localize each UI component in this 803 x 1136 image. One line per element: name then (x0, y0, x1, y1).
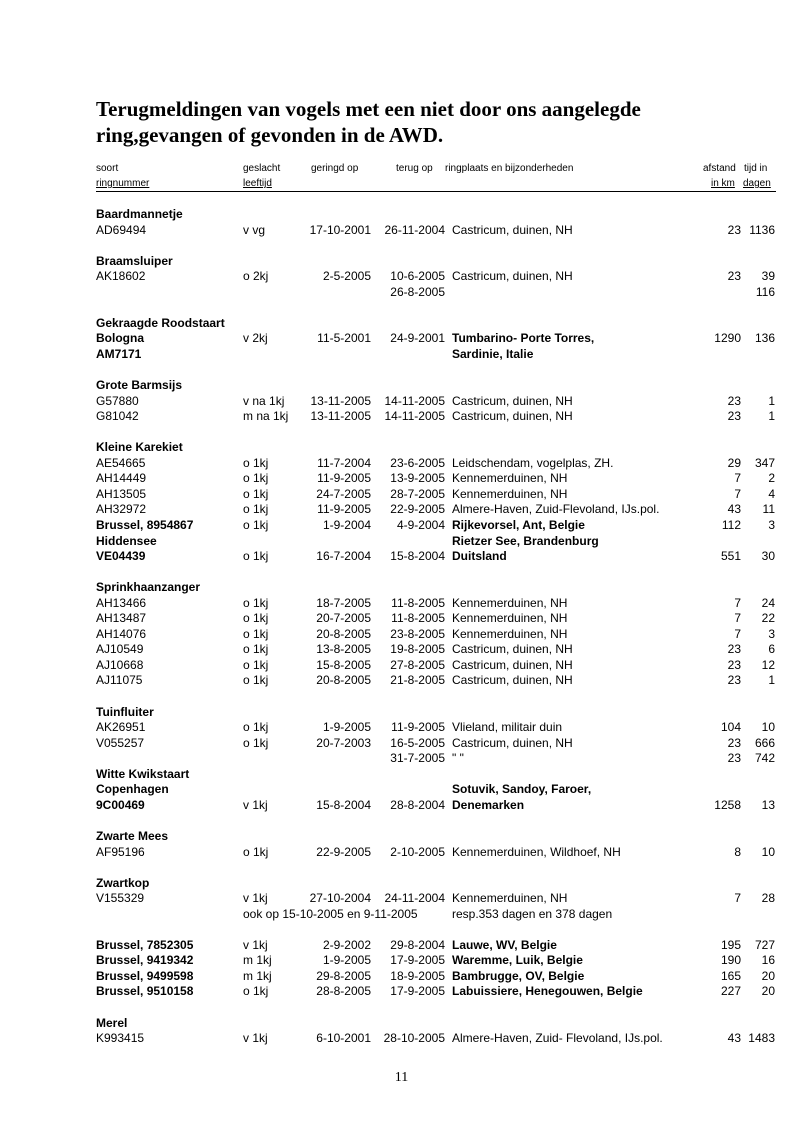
cell-tijd: 13 (761, 798, 775, 812)
cell-geslacht: m na 1kj (243, 409, 289, 423)
cell-geslacht: o 1kj (243, 720, 269, 734)
header-soort: soort (96, 163, 119, 174)
cell-ringplaats: Bambrugge, OV, Belgie (452, 969, 585, 983)
table-row (0, 518, 803, 533)
cell-soort: AM7171 (96, 347, 142, 361)
cell-tijd: 6 (768, 642, 775, 656)
cell-geslacht: v na 1kj (243, 394, 285, 408)
cell-afstand: 8 (734, 845, 741, 859)
table-row (0, 409, 803, 424)
cell-geslacht: o 1kj (243, 471, 269, 485)
cell-terug-op: 17-9-2005 (390, 984, 445, 998)
cell-terug-op: 23-8-2005 (390, 627, 445, 641)
cell-geringd-op: 24-7-2005 (316, 487, 371, 501)
cell-terug-op: 31-7-2005 (390, 751, 445, 765)
cell-geringd-op: 1-9-2004 (322, 518, 371, 532)
cell-soort: AK18602 (96, 269, 146, 283)
cell-soort: Copenhagen (96, 782, 169, 796)
cell-tijd: 16 (761, 953, 775, 967)
cell-soort: Brussel, 9510158 (96, 984, 194, 998)
cell-soort: Sprinkhaanzanger (96, 580, 201, 594)
page-number: 11 (394, 1070, 409, 1085)
cell-afstand: 112 (721, 518, 741, 532)
cell-terug-op: 28-8-2004 (390, 798, 445, 812)
header-dagen: dagen (743, 178, 771, 189)
cell-tijd: 24 (761, 596, 775, 610)
cell-geslacht: v 1kj (243, 938, 268, 952)
cell-ringplaats: Duitsland (452, 549, 507, 563)
page-title: Terugmeldingen van vogels met een niet door ons aangelegde ring,gevangen of gevonden in de AWD. (96, 97, 641, 147)
cell-afstand: 104 (720, 720, 741, 734)
cell-tijd: 4 (768, 487, 775, 501)
cell-terug-op: 24-9-2001 (390, 331, 445, 345)
table-row (0, 440, 803, 455)
header-geringd-op: geringd op (311, 163, 359, 174)
table-row (0, 907, 803, 922)
cell-terug-op: 14-11-2005 (384, 394, 445, 408)
cell-terug-op: 14-11-2005 (384, 409, 445, 423)
cell-soort: AD69494 (96, 223, 147, 237)
table-row (0, 673, 803, 688)
cell-geringd-op: 11-9-2005 (317, 471, 371, 485)
cell-geslacht: v 1kj (243, 798, 268, 812)
cell-ringplaats: " " (452, 751, 464, 765)
table-row (0, 876, 803, 891)
cell-ringplaats: Lauwe, WV, Belgie (452, 938, 557, 952)
cell-tijd: 666 (754, 736, 775, 750)
cell-ringplaats: Labuissiere, Henegouwen, Belgie (452, 984, 643, 998)
table-row (0, 845, 803, 860)
cell-afstand: 29 (727, 456, 741, 470)
cell-ringplaats: Castricum, duinen, NH (452, 642, 573, 656)
cell-geringd-op: 20-7-2005 (316, 611, 371, 625)
cell-afstand: 43 (727, 502, 741, 516)
cell-tijd: 28 (761, 891, 775, 905)
cell-terug-op: 24-11-2004 (384, 891, 445, 905)
cell-soort: Zwartkop (96, 876, 150, 890)
cell-soort: Hiddensee (96, 534, 157, 548)
cell-afstand: 1290 (714, 331, 741, 345)
table-row (0, 331, 803, 346)
cell-geslacht: o 1kj (243, 456, 269, 470)
cell-terug-op: 13-9-2005 (390, 471, 445, 485)
cell-soort: Brussel, 9419342 (96, 953, 194, 967)
cell-soort: VE04439 (96, 549, 146, 563)
cell-soort: G81042 (96, 409, 139, 423)
cell-afstand: 23 (727, 673, 741, 687)
cell-tijd: 1136 (749, 223, 775, 237)
cell-soort: G57880 (96, 394, 139, 408)
table-row (0, 456, 803, 471)
cell-tijd: 3 (768, 627, 775, 641)
cell-afstand: 7 (734, 471, 741, 485)
cell-terug-op: 10-6-2005 (390, 269, 445, 283)
cell-geringd-op: 20-8-2005 (316, 673, 371, 687)
header-tijd-in: tijd in (744, 163, 768, 174)
header-ringnummer: ringnummer (96, 178, 150, 189)
cell-soort: AH13466 (96, 596, 147, 610)
cell-terug-op: 17-9-2005 (390, 953, 445, 967)
cell-geringd-op: 15-8-2005 (316, 658, 371, 672)
cell-soort: AH14449 (96, 471, 147, 485)
table-row (0, 471, 803, 486)
table-row (0, 394, 803, 409)
table-row (0, 782, 803, 797)
table-row (0, 984, 803, 999)
cell-soort: Kleine Karekiet (96, 440, 183, 454)
table-row (0, 285, 803, 300)
cell-geslacht: o 1kj (243, 642, 269, 656)
cell-ringplaats: Kennemerduinen, NH (452, 611, 568, 625)
cell-geslacht: ook op 15-10-2005 en 9-11-2005 (243, 907, 418, 921)
cell-geringd-op: 2-5-2005 (322, 269, 371, 283)
cell-ringplaats: Castricum, duinen, NH (452, 394, 573, 408)
cell-afstand: 23 (727, 658, 741, 672)
cell-soort: AJ10668 (96, 658, 144, 672)
table-row (0, 658, 803, 673)
cell-soort: Witte Kwikstaart (96, 767, 190, 781)
cell-terug-op: 23-6-2005 (390, 456, 445, 470)
cell-terug-op: 18-9-2005 (390, 969, 445, 983)
table-row (0, 378, 803, 393)
table-row (0, 767, 803, 782)
cell-tijd: 22 (761, 611, 775, 625)
cell-terug-op: 22-9-2005 (390, 502, 445, 516)
table-row (0, 891, 803, 906)
table-row (0, 953, 803, 968)
header-ringplaats: ringplaats en bijzonderheden (445, 163, 574, 174)
cell-geslacht: o 1kj (243, 845, 269, 859)
table-row (0, 751, 803, 766)
header-divider (96, 191, 776, 192)
cell-soort: Grote Barmsijs (96, 378, 183, 392)
cell-ringplaats: Castricum, duinen, NH (452, 223, 573, 237)
cell-tijd: 1 (768, 394, 775, 408)
cell-tijd: 11 (762, 502, 775, 516)
cell-afstand: 7 (734, 487, 741, 501)
cell-terug-op: 28-10-2005 (383, 1031, 445, 1045)
cell-terug-op: 28-7-2005 (390, 487, 445, 501)
cell-soort: Braamsluiper (96, 254, 173, 268)
cell-tijd: 2 (768, 471, 775, 485)
table-row (0, 502, 803, 517)
cell-ringplaats: Kennemerduinen, NH (452, 471, 568, 485)
cell-soort: Gekraagde Roodstaart (96, 316, 225, 330)
cell-ringplaats: Kennemerduinen, NH (452, 596, 568, 610)
cell-geringd-op: 20-8-2005 (316, 627, 371, 641)
header-geslacht: geslacht (243, 163, 281, 174)
table-row (0, 223, 803, 238)
table-row (0, 347, 803, 362)
table-row (0, 969, 803, 984)
cell-ringplaats: Rijkevorsel, Ant, Belgie (452, 518, 585, 532)
cell-terug-op: 19-8-2005 (390, 642, 445, 656)
cell-afstand: 23 (727, 736, 741, 750)
cell-soort: Brussel, 7852305 (96, 938, 194, 952)
cell-tijd: 12 (761, 658, 775, 672)
cell-geringd-op: 13-11-2005 (310, 394, 371, 408)
cell-geslacht: o 1kj (243, 984, 269, 998)
cell-terug-op: 2-10-2005 (390, 845, 445, 859)
table-row (0, 642, 803, 657)
cell-soort: AH13505 (96, 487, 147, 501)
cell-terug-op: 4-9-2004 (396, 518, 445, 532)
table-row (0, 1016, 803, 1031)
cell-ringplaats: Kennemerduinen, NH (452, 487, 568, 501)
cell-geslacht: v 1kj (243, 891, 268, 905)
cell-tijd: 1 (768, 409, 775, 423)
cell-geslacht: m 1kj (243, 953, 272, 967)
cell-ringplaats: Waremme, Luik, Belgie (452, 953, 583, 967)
cell-soort: AH32972 (96, 502, 147, 516)
cell-ringplaats: Castricum, duinen, NH (452, 673, 573, 687)
cell-afstand: 195 (720, 938, 741, 952)
cell-terug-op: 26-8-2005 (390, 285, 445, 299)
cell-terug-op: 11-9-2005 (391, 720, 445, 734)
cell-soort: Brussel, 8954867 (96, 518, 194, 532)
cell-afstand: 227 (720, 984, 741, 998)
cell-soort: Baardmannetje (96, 207, 183, 221)
cell-tijd: 30 (761, 549, 775, 563)
cell-geringd-op: 17-10-2001 (309, 223, 371, 237)
cell-tijd: 116 (755, 285, 775, 299)
table-row (0, 1031, 803, 1046)
cell-geringd-op: 11-7-2004 (317, 456, 371, 470)
cell-afstand: 551 (720, 549, 741, 563)
cell-ringplaats: Kennemerduinen, NH (452, 627, 568, 641)
cell-soort: Brussel, 9499598 (96, 969, 194, 983)
cell-geslacht: o 1kj (243, 673, 269, 687)
cell-afstand: 7 (734, 596, 741, 610)
cell-ringplaats: Castricum, duinen, NH (452, 409, 573, 423)
cell-afstand: 23 (727, 394, 741, 408)
cell-soort: Merel (96, 1016, 128, 1030)
table-row (0, 269, 803, 284)
cell-afstand: 23 (727, 223, 741, 237)
cell-terug-op: 15-8-2004 (390, 549, 445, 563)
table-row (0, 580, 803, 595)
cell-geringd-op: 22-9-2005 (316, 845, 371, 859)
cell-afstand: 165 (720, 969, 741, 983)
table-row (0, 798, 803, 813)
cell-geslacht: o 1kj (243, 549, 269, 563)
cell-afstand: 23 (727, 642, 741, 656)
cell-tijd: 727 (754, 938, 775, 952)
header-in-km: in km (711, 178, 735, 189)
cell-geslacht: o 1kj (243, 658, 269, 672)
cell-terug-op: 11-8-2005 (391, 611, 445, 625)
cell-tijd: 10 (761, 720, 775, 734)
cell-geringd-op: 11-5-2001 (317, 331, 371, 345)
cell-geringd-op: 13-8-2005 (316, 642, 371, 656)
cell-ringplaats: resp.353 dagen en 378 dagen (452, 907, 613, 921)
table-row (0, 938, 803, 953)
cell-soort: AK26951 (96, 720, 146, 734)
cell-geringd-op: 29-8-2005 (316, 969, 371, 983)
cell-tijd: 39 (761, 269, 775, 283)
cell-soort: 9C00469 (96, 798, 145, 812)
cell-soort: Bologna (96, 331, 144, 345)
cell-ringplaats: Sotuvik, Sandoy, Faroer, (452, 782, 592, 796)
cell-geringd-op: 16-7-2004 (316, 549, 371, 563)
cell-geringd-op: 1-9-2005 (322, 720, 371, 734)
table-row (0, 736, 803, 751)
cell-geslacht: m 1kj (243, 969, 272, 983)
cell-tijd: 1483 (748, 1031, 775, 1045)
cell-soort: AE54665 (96, 456, 146, 470)
cell-terug-op: 21-8-2005 (390, 673, 445, 687)
cell-geslacht: o 1kj (243, 736, 269, 750)
cell-ringplaats: Kennemerduinen, NH (452, 891, 568, 905)
cell-tijd: 20 (761, 984, 775, 998)
cell-ringplaats: Tumbarino- Porte Torres, (452, 331, 595, 345)
cell-geringd-op: 2-9-2002 (322, 938, 371, 952)
cell-soort: AF95196 (96, 845, 145, 859)
cell-geslacht: o 2kj (243, 269, 269, 283)
cell-soort: AJ11075 (96, 673, 143, 687)
cell-ringplaats: Vlieland, militair duin (452, 720, 563, 734)
cell-geringd-op: 28-8-2005 (316, 984, 371, 998)
cell-geslacht: o 1kj (243, 487, 269, 501)
cell-tijd: 347 (754, 456, 775, 470)
cell-terug-op: 27-8-2005 (390, 658, 445, 672)
header-leeftijd: leeftijd (243, 178, 272, 189)
table-row (0, 627, 803, 642)
cell-terug-op: 29-8-2004 (390, 938, 445, 952)
cell-geslacht: o 1kj (243, 518, 269, 532)
cell-ringplaats: Almere-Haven, Zuid-Flevoland, IJs.pol. (452, 502, 660, 516)
cell-afstand: 7 (734, 891, 741, 905)
table-row (0, 534, 803, 549)
cell-tijd: 1 (768, 673, 775, 687)
table-row (0, 254, 803, 269)
cell-geslacht: v vg (243, 223, 266, 237)
cell-afstand: 190 (720, 953, 741, 967)
table-row (0, 487, 803, 502)
cell-soort: Zwarte Mees (96, 829, 169, 843)
cell-tijd: 136 (754, 331, 775, 345)
cell-afstand: 7 (734, 611, 741, 625)
cell-ringplaats: Almere-Haven, Zuid- Flevoland, IJs.pol. (452, 1031, 663, 1045)
cell-afstand: 43 (727, 1031, 741, 1045)
cell-ringplaats: Castricum, duinen, NH (452, 658, 573, 672)
cell-geslacht: o 1kj (243, 611, 269, 625)
cell-terug-op: 26-11-2004 (384, 223, 445, 237)
header-afstand: afstand (703, 163, 736, 174)
cell-geringd-op: 27-10-2004 (309, 891, 371, 905)
table-row (0, 596, 803, 611)
table-row (0, 549, 803, 564)
table-row (0, 829, 803, 844)
cell-terug-op: 16-5-2005 (390, 736, 445, 750)
cell-geringd-op: 15-8-2004 (316, 798, 371, 812)
cell-geringd-op: 13-11-2005 (310, 409, 371, 423)
cell-afstand: 23 (727, 269, 741, 283)
cell-tijd: 3 (768, 518, 775, 532)
cell-terug-op: 11-8-2005 (391, 596, 445, 610)
cell-tijd: 20 (761, 969, 775, 983)
cell-soort: V055257 (96, 736, 145, 750)
cell-geslacht: o 1kj (243, 627, 269, 641)
cell-ringplaats: Rietzer See, Brandenburg (452, 534, 599, 548)
header-terug-op: terug op (396, 163, 433, 174)
cell-ringplaats: Castricum, duinen, NH (452, 269, 573, 283)
cell-afstand: 1258 (714, 798, 741, 812)
cell-soort: Tuinfluiter (96, 705, 154, 719)
cell-ringplaats: Denemarken (452, 798, 525, 812)
table-row (0, 611, 803, 626)
cell-geringd-op: 11-9-2005 (317, 502, 371, 516)
cell-geslacht: o 1kj (243, 596, 269, 610)
cell-afstand: 23 (727, 409, 741, 423)
cell-tijd: 742 (754, 751, 775, 765)
table-row (0, 207, 803, 222)
cell-geslacht: o 1kj (243, 502, 269, 516)
cell-geringd-op: 6-10-2001 (316, 1031, 371, 1045)
cell-ringplaats: Sardinie, Italie (452, 347, 534, 361)
cell-soort: AH13487 (96, 611, 147, 625)
cell-soort: AH14076 (96, 627, 147, 641)
cell-geringd-op: 1-9-2005 (322, 953, 371, 967)
cell-soort: K993415 (96, 1031, 145, 1045)
cell-geslacht: v 2kj (243, 331, 268, 345)
cell-ringplaats: Leidschendam, vogelplas, ZH. (452, 456, 614, 470)
table-row (0, 316, 803, 331)
table-row (0, 720, 803, 735)
cell-geslacht: v 1kj (243, 1031, 268, 1045)
cell-ringplaats: Kennemerduinen, Wildhoef, NH (452, 845, 621, 859)
cell-geringd-op: 20-7-2003 (316, 736, 371, 750)
cell-afstand: 7 (734, 627, 741, 641)
cell-soort: AJ10549 (96, 642, 144, 656)
table-row (0, 705, 803, 720)
cell-afstand: 23 (727, 751, 741, 765)
cell-tijd: 10 (761, 845, 775, 859)
cell-soort: V155329 (96, 891, 145, 905)
cell-geringd-op: 18-7-2005 (316, 596, 371, 610)
cell-ringplaats: Castricum, duinen, NH (452, 736, 573, 750)
